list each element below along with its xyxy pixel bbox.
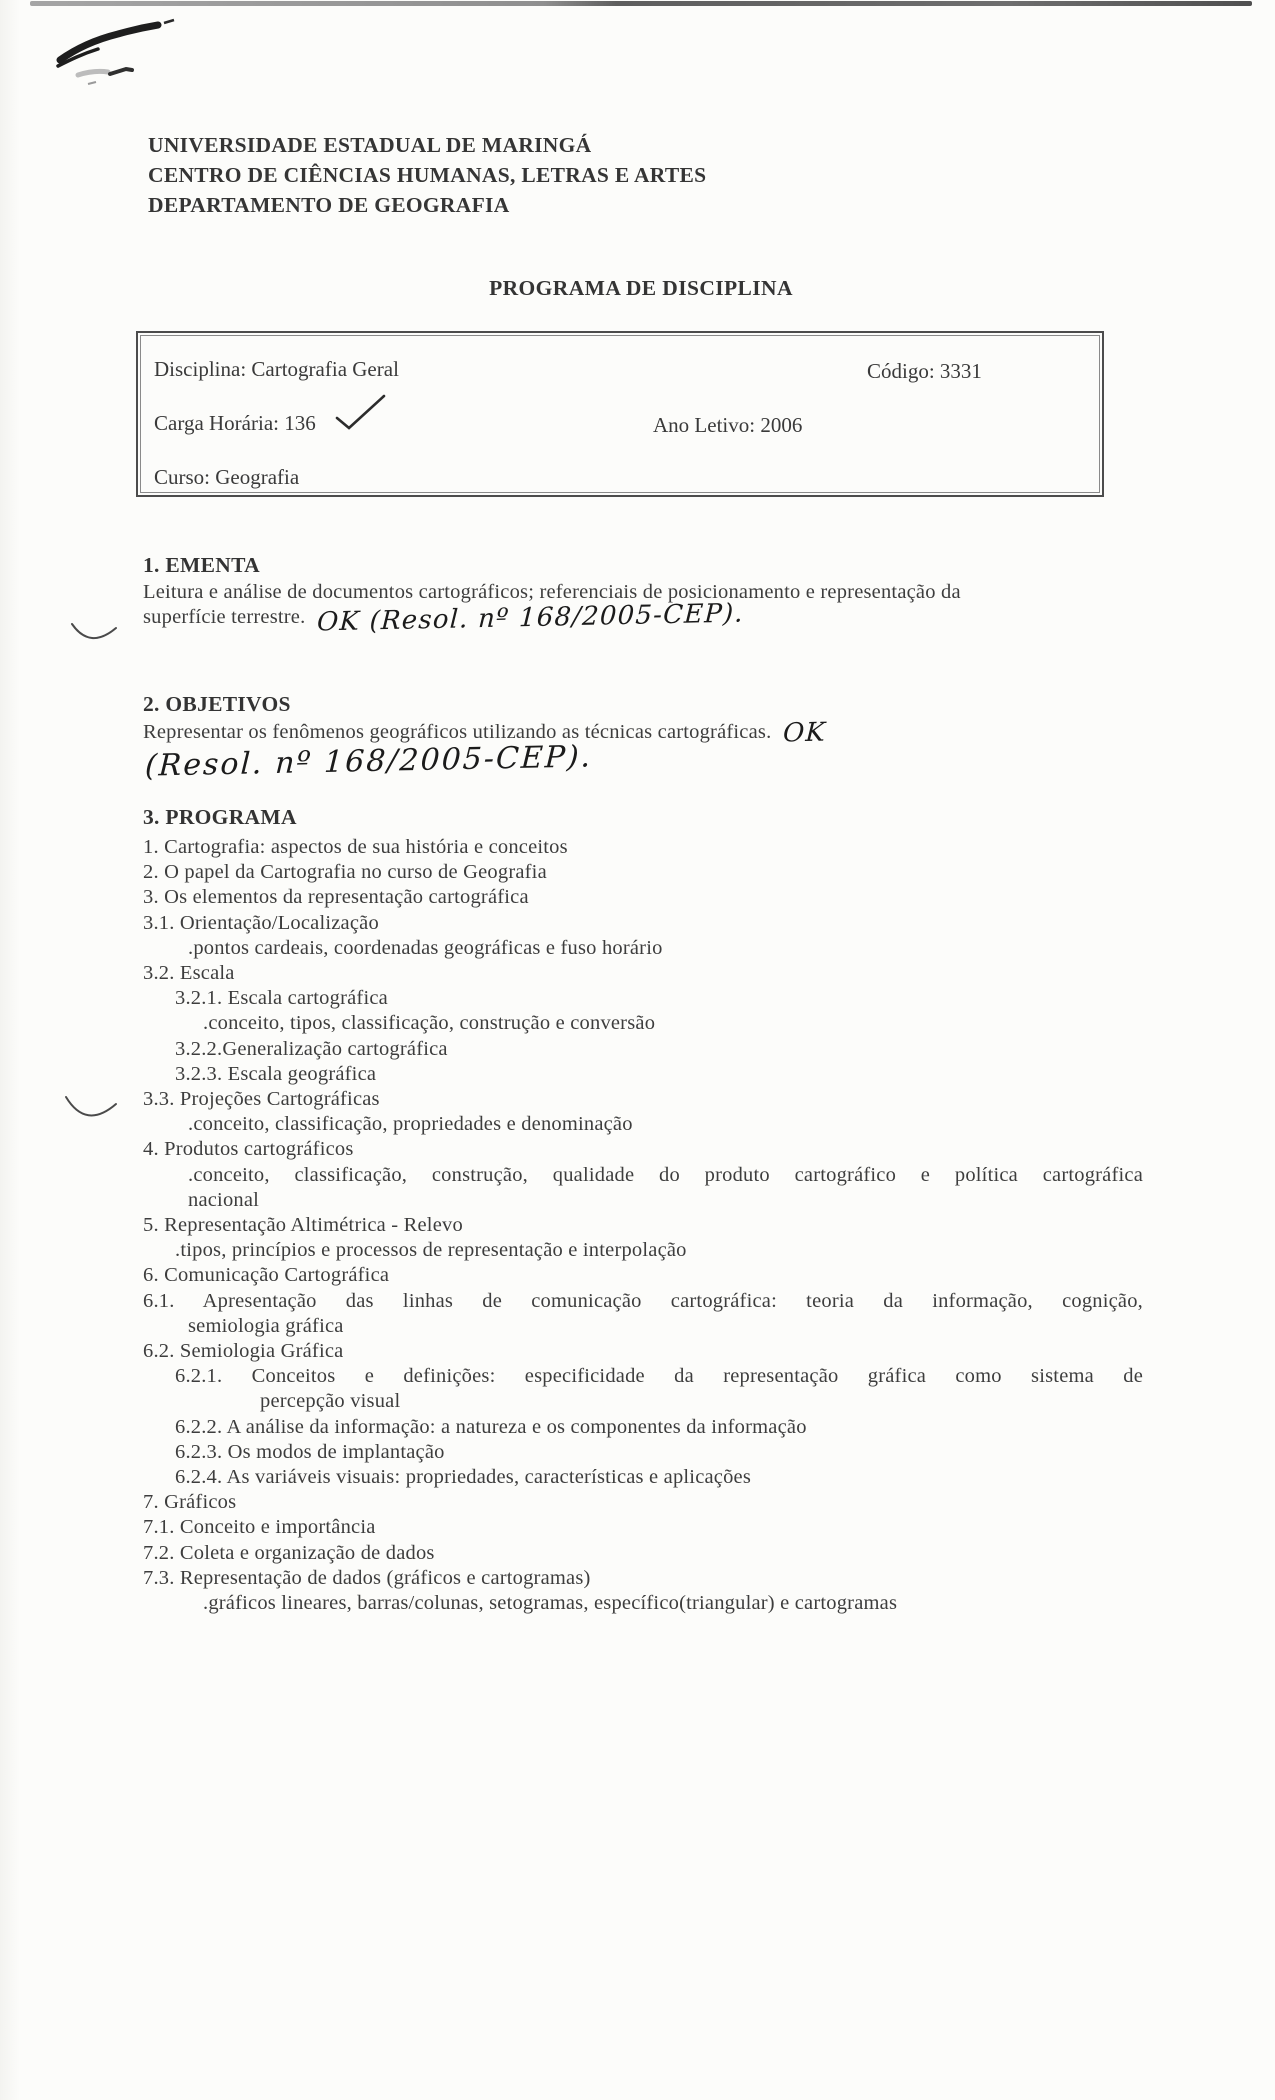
curso-field: Curso: Geografia [154, 465, 300, 489]
program-item: 3.2.3. Escala geográfica [175, 1062, 377, 1085]
ano-letivo-field: Ano Letivo: 2006 [653, 413, 803, 437]
objetivos-handwritten-line: (Resol. nº 168/2005-CEP). [144, 739, 594, 784]
program-item: .gráficos lineares, barras/colunas, setogramas, específico(triangular) e cartogramas [203, 1592, 898, 1615]
program-item: .tipos, princípios e processos de representação e interpolação [175, 1239, 687, 1262]
carga-horaria-field: Carga Horária: 136 [154, 411, 316, 435]
program-item: 6.2. Semiologia Gráfica [143, 1340, 344, 1363]
program-item: 3.1. Orientação/Localização [143, 911, 379, 934]
program-item: 2. O papel da Cartografia no curso de Geografia [143, 861, 547, 884]
codigo-field: Código: 3331 [867, 359, 982, 383]
ink-scribble-icon [48, 12, 198, 92]
program-item: nacional [188, 1188, 260, 1211]
program-item: 6.2.4. As variáveis visuais: propriedades, características e aplicações [175, 1466, 752, 1489]
center-name: CENTRO DE CIÊNCIAS HUMANAS, LETRAS E ARTES [148, 163, 707, 187]
program-item: percepção visual [260, 1390, 401, 1413]
letterhead [148, 130, 706, 220]
ementa-body-line2 [143, 598, 745, 638]
scan-edge-artifact [30, 1, 1252, 6]
department-name: DEPARTAMENTO DE GEOGRAFIA [148, 193, 510, 217]
program-item: 5. Representação Altimétrica - Relevo [143, 1214, 463, 1237]
course-info-box [136, 331, 1104, 497]
program-item: .conceito, classificação, construção, qualidade do produto cartográfico e política cartográfica [188, 1163, 1143, 1186]
programa-heading: 3. PROGRAMA [143, 805, 297, 829]
program-item: 6. Comunicação Cartográfica [143, 1264, 390, 1287]
pen-curve-mark-icon [62, 1092, 122, 1128]
pen-curve-mark-icon [68, 618, 120, 650]
checkmark-icon [332, 391, 390, 433]
university-name: UNIVERSIDADE ESTADUAL DE MARINGÁ [148, 133, 592, 157]
program-item: 3.2. Escala [143, 962, 235, 985]
program-item: 4. Produtos cartográficos [143, 1138, 354, 1161]
page-title: PROGRAMA DE DISCIPLINA [489, 276, 793, 300]
objetivos-typed-text: Representar os fenômenos geográficos utilizando as técnicas cartográficas. [143, 721, 772, 743]
program-item: 6.2.2. A análise da informação: a natureza e os componentes da informação [175, 1415, 807, 1438]
program-item: 7.1. Conceito e importância [143, 1516, 376, 1539]
objetivos-handwritten-ok: OK [782, 717, 827, 749]
ementa-body-line1: Leitura e análise de documentos cartográficos; referenciais de posicionamento e representação da [143, 581, 961, 603]
objetivos-heading: 2. OBJETIVOS [143, 692, 291, 716]
program-item: semiologia gráfica [188, 1314, 344, 1337]
program-item: 7.2. Coleta e organização de dados [143, 1541, 435, 1564]
program-item: 6.2.3. Os modos de implantação [175, 1440, 445, 1463]
program-item: 1. Cartografia: aspectos de sua história e conceitos [143, 836, 568, 858]
program-item: 6.2.1. Conceitos e definições: especificidade da representação gráfica como sistema de [175, 1365, 1143, 1388]
program-item: .conceito, tipos, classificação, construção e conversão [203, 1012, 656, 1035]
program-item: 3. Os elementos da representação cartográfica [143, 886, 529, 909]
disciplina-field: Disciplina: Cartografia Geral [154, 357, 399, 381]
program-item: 7. Gráficos [143, 1491, 237, 1514]
program-item: 3.3. Projeções Cartográficas [143, 1088, 380, 1111]
program-item: 3.2.1. Escala cartográfica [175, 987, 388, 1010]
program-item: .pontos cardeais, coordenadas geográficas e fuso horário [188, 936, 663, 959]
program-item: 3.2.2.Generalização cartográfica [175, 1037, 448, 1060]
program-item: 7.3. Representação de dados (gráficos e cartogramas) [143, 1566, 591, 1589]
program-list [143, 835, 1143, 1616]
ementa-typed-text: superfície terrestre. [143, 606, 306, 628]
ementa-heading: 1. EMENTA [143, 553, 260, 577]
program-item: .conceito, classificação, propriedades e denominação [188, 1113, 633, 1136]
program-item: 6.1. Apresentação das linhas de comunicação cartográfica: teoria da informação, cognição, [143, 1289, 1143, 1312]
ementa-handwritten-note: OK (Resol. nº 168/2005-CEP). [316, 598, 745, 638]
